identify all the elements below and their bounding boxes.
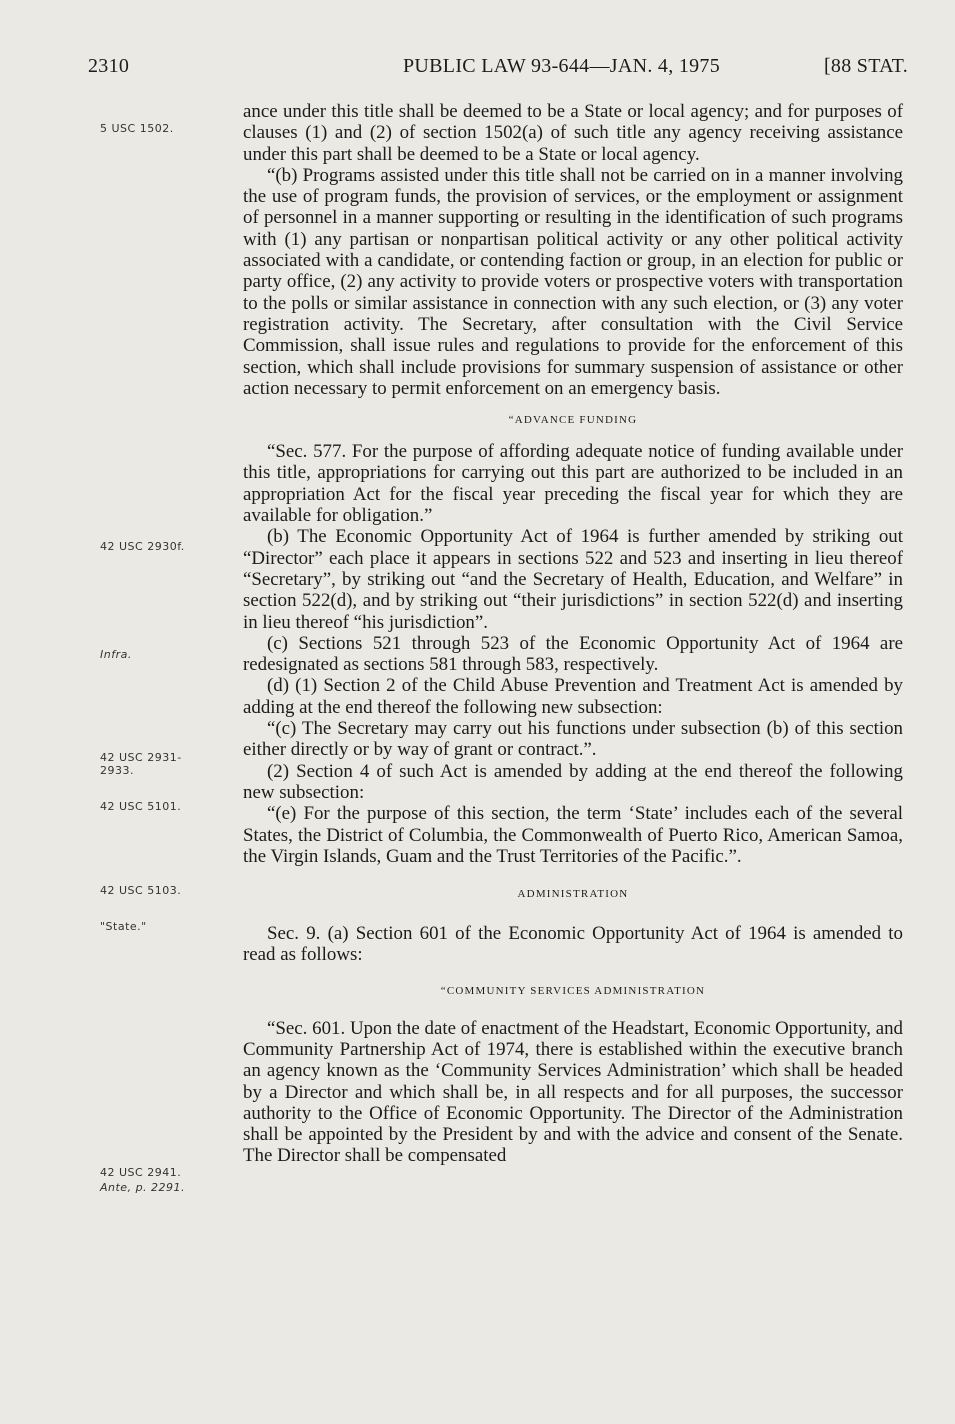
section-heading: ADMINISTRATION bbox=[517, 888, 629, 901]
margin-note: Infra. bbox=[100, 648, 132, 661]
margin-note: 42 USC 5101. bbox=[100, 800, 182, 813]
margin-note: 42 USC 2930f. bbox=[100, 540, 185, 553]
paragraph: “(c) The Secretary may carry out his functions under subsection (b) of this section either directly or by way of grant or contract.”. bbox=[243, 718, 903, 761]
paragraph: (2) Section 4 of such Act is amended by adding at the end thereof the following new subsection: bbox=[243, 760, 903, 803]
paragraph: (d) (1) Section 2 of the Child Abuse Prevention and Treatment Act is amended by adding at the end thereof the following new subsection: bbox=[243, 675, 903, 718]
margin-note: 5 USC 1502. bbox=[100, 122, 174, 135]
paragraph: “Sec. 577. For the purpose of affording adequate notice of funding available under this title, appropriations for carrying out this part are authorized to be included in an appropriation Act for the fiscal year preceding the fiscal year for which they are available for obligation.” bbox=[243, 441, 903, 527]
paragraph: Sec. 9. (a) Section 601 of the Economic Opportunity Act of 1964 is amended to read as follows: bbox=[243, 923, 903, 966]
paragraph: ance under this title shall be deemed to be a State or local agency; and for purposes of clauses (1) and (2) of section 1502(a) of such title any agency receiving assistance under this part shall be deemed to be a State or local agency. bbox=[243, 101, 903, 165]
margin-note: 42 USC 2931- bbox=[100, 751, 182, 764]
margin-note: 42 USC 2941. bbox=[100, 1166, 182, 1179]
paragraph: (b) The Economic Opportunity Act of 1964 is further amended by striking out “Director” each place it appears in sections 522 and 523 and inserting in lieu thereof “Secretary”, by striking out “and the Secretary of Health, Education, and Welfare” in section 522(d), and by striking out “their jurisdictions” in section 522(d) and inserting in lieu thereof “his jurisdiction”. bbox=[243, 526, 903, 633]
margin-note: Ante, p. 2291. bbox=[100, 1181, 186, 1194]
body-text bbox=[243, 101, 903, 1167]
paragraph: “Sec. 601. Upon the date of enactment of the Headstart, Economic Opportunity, and Community Partnership Act of 1974, there is established within the executive branch an agency known as the ‘Community Services Administration’ which shall be headed by a Director and which shall be, in all respects and for all purposes, the successor authority to the Office of Economic Opportunity. The Director of the Administration shall be appointed by the President by and with the advice and consent of the Senate. The Director shall be compensated bbox=[243, 1017, 903, 1167]
page-number: 2310 bbox=[88, 55, 130, 77]
margin-note: 2933. bbox=[100, 764, 134, 777]
statute-reference: [88 STAT. bbox=[823, 55, 908, 77]
section-heading: “ADVANCE FUNDING bbox=[508, 414, 638, 427]
section-heading: “COMMUNITY SERVICES ADMINISTRATION bbox=[440, 984, 706, 997]
margin-note: "State." bbox=[100, 920, 147, 933]
paragraph: “(b) Programs assisted under this title shall not be carried on in a manner involving the use of program funds, the provision of services, or the employment or assignment of personnel in a manner supporting or resulting in the identification of such programs with (1) any partisan or nonpartisan political activity or any other political activity associated with a candidate, or contending faction or group, in an election for public or party office, (2) any activity to provide voters or prospective voters with transportation to the polls or similar assistance in connection with any such election, or (3) any voter registration activity. The Secretary, after consultation with the Civil Service Commission, shall issue rules and regulations to provide for the enforcement of this section, which shall include provisions for summary suspension of assistance or other action necessary to permit enforcement on an emergency basis. bbox=[243, 164, 903, 399]
page-title: PUBLIC LAW 93-644—JAN. 4, 1975 bbox=[403, 55, 721, 77]
paragraph: (c) Sections 521 through 523 of the Economic Opportunity Act of 1964 are redesignated as sections 581 through 583, respectively. bbox=[243, 632, 903, 676]
page-header bbox=[88, 55, 908, 85]
paragraph: “(e) For the purpose of this section, the term ‘State’ includes each of the several States, the District of Columbia, the Commonwealth of Puerto Rico, American Samoa, the Virgin Islands, Guam and the Trust Territories of the Pacific.”. bbox=[243, 803, 903, 867]
margin-note: 42 USC 5103. bbox=[100, 884, 182, 897]
